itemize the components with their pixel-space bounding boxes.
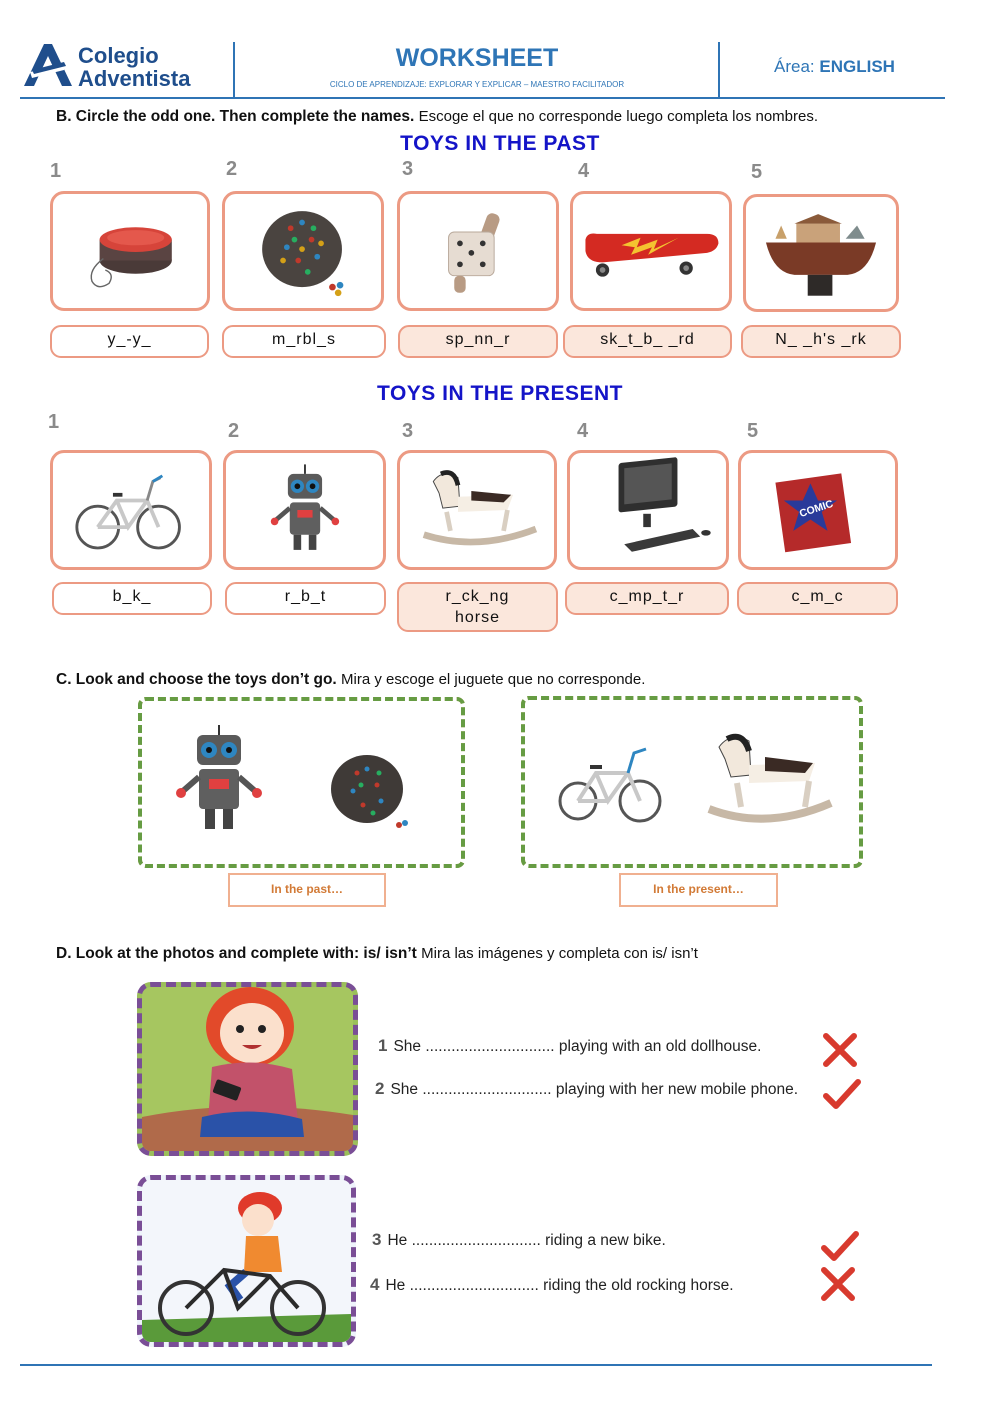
girl-with-phone-icon	[142, 987, 353, 1151]
robot-icon	[167, 721, 277, 841]
blank-field[interactable]: ..............................	[411, 1232, 541, 1249]
name-label[interactable]: y_-y_	[50, 325, 209, 358]
cross-icon	[818, 1264, 858, 1304]
bike-icon	[53, 453, 209, 567]
footer-line	[20, 1364, 932, 1366]
girl-photo	[137, 982, 358, 1156]
sentence-3: 3 He .............................. riding a new bike.	[372, 1230, 666, 1249]
toy-card-rocking-horse[interactable]	[397, 450, 557, 570]
toy-card-bike[interactable]	[50, 450, 212, 570]
toy-card-robot[interactable]	[223, 450, 386, 570]
present-toys-box[interactable]	[521, 696, 863, 868]
noahs-ark-icon	[746, 197, 896, 309]
school-name	[78, 44, 190, 90]
school-name-line1: Colegio	[78, 43, 159, 68]
robot-icon	[226, 453, 383, 567]
item-number: 5	[751, 161, 763, 183]
rocking-horse-icon	[400, 453, 554, 567]
item-number: 2	[228, 420, 240, 442]
name-label[interactable]: c_mp_t_r	[565, 582, 729, 615]
marbles-icon	[327, 751, 417, 841]
name-label[interactable]: m_rbl_s	[222, 325, 386, 358]
boy-photo	[137, 1175, 356, 1347]
item-number: 1	[50, 160, 62, 182]
toy-card-marbles[interactable]	[222, 191, 384, 311]
section-b-instruction: B. Circle the odd one. Then complete the names. Escoge el que no corresponde luego completa los nombres.	[56, 108, 819, 125]
toy-card-spinner[interactable]	[397, 191, 559, 311]
school-name-line2: Adventista	[78, 66, 191, 91]
item-number: 5	[747, 420, 759, 442]
spinner-icon	[400, 194, 556, 308]
toy-card-skateboard[interactable]	[570, 191, 732, 311]
item-number: 3	[402, 158, 414, 180]
item-number: 1	[48, 411, 60, 433]
boy-on-bike-icon	[142, 1180, 351, 1342]
skateboard-icon	[573, 194, 729, 308]
name-label[interactable]: b_k_	[52, 582, 212, 615]
item-number: 2	[226, 158, 238, 180]
area-label: Área: ENGLISH	[774, 57, 895, 76]
sentence-1: 1 She .............................. playing with an old dollhouse.	[378, 1036, 762, 1055]
past-toys-box[interactable]	[138, 697, 465, 868]
name-label[interactable]: sp_nn_r	[398, 325, 558, 358]
item-number: 4	[577, 420, 589, 442]
blank-field[interactable]: ..............................	[409, 1277, 539, 1294]
marbles-icon	[225, 194, 381, 308]
item-number: 4	[578, 160, 590, 182]
name-label[interactable]	[397, 582, 558, 632]
toy-card-yoyo[interactable]	[50, 191, 210, 311]
answer-box-present[interactable]: In the present…	[619, 873, 778, 907]
yoyo-icon	[53, 194, 207, 308]
name-label[interactable]: r_b_t	[225, 582, 386, 615]
name-label-line1: r_ck_ng	[445, 588, 510, 605]
present-section-title: TOYS IN THE PRESENT	[377, 382, 623, 405]
name-label[interactable]: N_ _h's _rk	[741, 325, 901, 358]
worksheet-subtitle: CICLO DE APRENDIZAJE: EXPLORAR Y EXPLICAR – MAESTRO FACILITADOR	[329, 80, 625, 89]
sentence-2: 2 She .............................. playing with her new mobile phone.	[375, 1079, 799, 1098]
name-label[interactable]: sk_t_b_ _rd	[563, 325, 732, 358]
blank-field[interactable]: ..............................	[425, 1038, 555, 1055]
rocking-horse-icon	[705, 725, 835, 840]
section-c-instruction: C. Look and choose the toys don’t go. Mira y escoge el juguete que no corresponde.	[56, 671, 646, 688]
computer-icon	[570, 453, 726, 567]
check-icon	[822, 1074, 862, 1114]
check-icon	[820, 1226, 860, 1266]
name-label[interactable]: c_m_c	[737, 582, 898, 615]
school-logo-icon	[20, 42, 76, 88]
area-value: ENGLISH	[819, 57, 895, 76]
sentence-4: 4 He .............................. riding the old rocking horse.	[370, 1275, 734, 1294]
blank-field[interactable]: ..............................	[422, 1081, 552, 1098]
comic-icon	[741, 453, 895, 567]
answer-box-past[interactable]: In the past…	[228, 873, 386, 907]
toy-card-comic[interactable]	[738, 450, 898, 570]
worksheet-title: WORKSHEET	[395, 44, 559, 72]
bike-icon	[550, 735, 670, 835]
past-section-title: TOYS IN THE PAST	[400, 132, 600, 155]
toy-card-computer[interactable]	[567, 450, 729, 570]
name-label-line2: horse	[454, 609, 501, 626]
toy-card-noahs-ark[interactable]	[743, 194, 899, 312]
comic-cover-text: COMIC	[798, 498, 835, 520]
section-d-instruction: D. Look at the photos and complete with: is/ isn’t Mira las imágenes y completa con is/ isn’t	[56, 945, 698, 962]
item-number: 3	[402, 420, 414, 442]
cross-icon	[820, 1030, 860, 1070]
